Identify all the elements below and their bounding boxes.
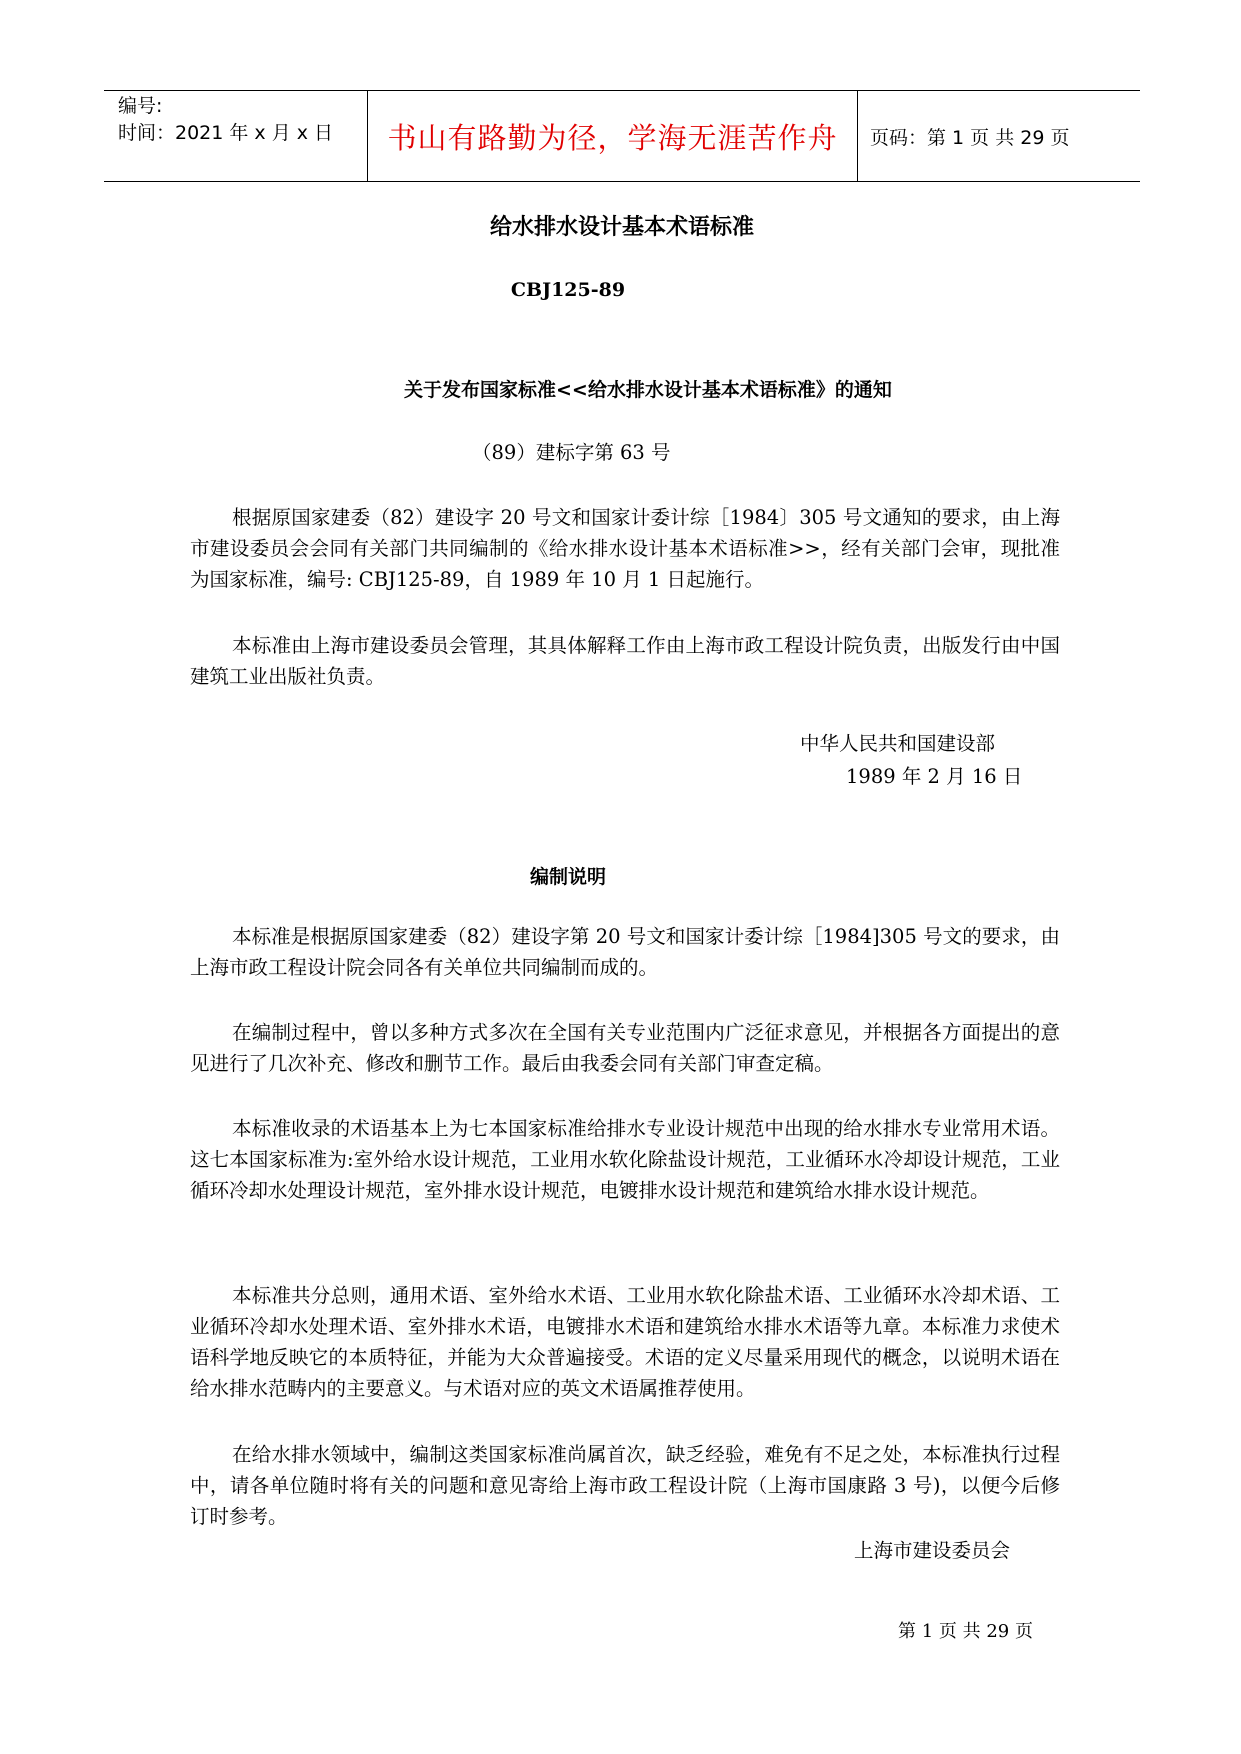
section-paragraph: 本标准收录的术语基本上为七本国家标准给排水专业设计规范中出现的给水排水专业常用术语。这七本国家标准为:室外给水设计规范，工业用水软化除盐设计规范，工业循环水冷却设计规范，工业循环冷却水处理设计规范，室外排水设计规范，电镀排水设计规范和建筑给水排水设计规范。 [190, 1117, 1060, 1202]
notice-title: 关于发布国家标准<<给水排水设计基本术语标准》的通知 [404, 379, 892, 401]
header-motto: 书山有路勤为径，学海无涯苦作舟 [368, 91, 858, 181]
section-paragraph: 本标准是根据原国家建委（82）建设字第 20 号文和国家计委计综［1984]305 号文的要求，由上海市政工程设计院会同各有关单位共同编制而成的。 [190, 925, 1060, 979]
header-info-cell [104, 91, 368, 181]
section-title: 编制说明 [529, 866, 606, 888]
section-paragraph: 在编制过程中，曾以多种方式多次在全国有关专业范围内广泛征求意见，并根据各方面提出的意见进行了几次补充、修改和删节工作。最后由我委会同有关部门审查定稿。 [190, 1021, 1060, 1075]
standard-code: CBJ125-89 [510, 279, 626, 301]
page-header [104, 90, 1140, 182]
notice-paragraph: 根据原国家建委（82）建设字 20 号文和国家计委计综［1984〕305 号文通知的要求，由上海市建设委员会会同有关部门共同编制的《给水排水设计基本术语标准>>，经有关部门会审，现批准为国家标准，编号: CBJ125-89，自 1989 年 10 月 1 日起施行。 [190, 506, 1060, 591]
notice-signature-org: 中华人民共和国建设部 [800, 732, 996, 755]
section-signature: 上海市建设委员会 [854, 1539, 1011, 1562]
notice-signature-date: 1989 年 2 月 16 日 [846, 765, 1023, 788]
document-number-label: 编号: [118, 95, 163, 117]
notice-paragraph: 本标准由上海市建设委员会管理，其具体解释工作由上海市政工程设计院负责，出版发行由中国建筑工业出版社负责。 [190, 634, 1060, 688]
page-footer: 第 1 页 共 29 页 [898, 1621, 1033, 1642]
header-page-label: 页码：第 1 页 共 29 页 [870, 126, 1070, 149]
section-paragraph: 在给水排水领域中，编制这类国家标准尚属首次，缺乏经验，难免有不足之处，本标准执行过程中，请各单位随时将有关的问题和意见寄给上海市政工程设计院（上海市国康路 3 号)，以便今后修订时参考。 [190, 1443, 1060, 1528]
section-paragraph: 本标准共分总则，通用术语、室外给水术语、工业用水软化除盐术语、工业循环水冷却术语、工业循环冷却水处理术语、室外排水术语，电镀排水术语和建筑给水排水术语等九章。本标准力求使术语科学地反映它的本质特征，并能为大众普遍接受。术语的定义尽量采用现代的概念，以说明术语在给水排水范畴内的主要意义。与术语对应的英文术语属推荐使用。 [190, 1284, 1060, 1400]
document-title: 给水排水设计基本术语标准 [489, 215, 754, 240]
document-time-label: 时间：2021 年 x 月 x 日 [118, 122, 334, 144]
notice-number: （89）建标字第 63 号 [472, 441, 671, 464]
